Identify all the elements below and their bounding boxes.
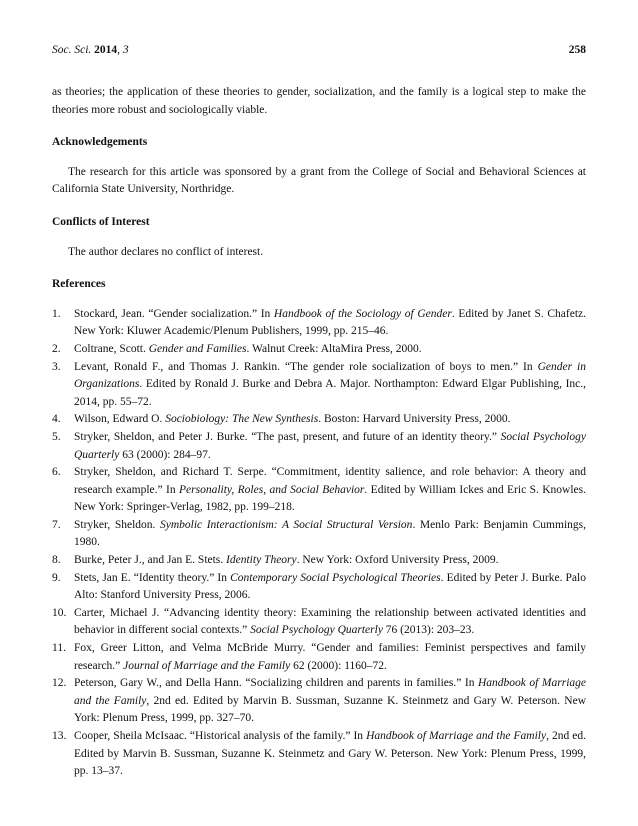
reference-text <box>74 552 586 570</box>
reference-text-lead: Peterson, Gary W., and Della Hann. “Socializing children and parents in families.” In <box>74 677 478 690</box>
reference-number: 7. <box>52 518 61 531</box>
reference-number: 1. <box>52 307 61 320</box>
reference-number: 9. <box>52 571 61 584</box>
journal-year: 2014 <box>94 44 118 56</box>
reference-text-tail: . Menlo Park: Benjamin Cummings, 1980. <box>74 518 586 549</box>
journal-citation: Soc. Sci. 2014, 3 <box>52 44 129 56</box>
reference-number: 3. <box>52 360 61 373</box>
reference-source-title: Handbook of the Sociology of Gender <box>273 307 452 320</box>
reference-source-title: Contemporary Social Psychological Theories <box>230 571 441 584</box>
reference-item <box>52 552 586 570</box>
reference-text-lead: Stryker, Sheldon. <box>74 518 160 531</box>
running-header <box>52 44 586 56</box>
reference-text-lead: Carter, Michael J. “Advancing identity theory: Examining the relationship between activated identities and behavior in different social contexts.” <box>74 606 586 637</box>
reference-text <box>74 411 586 429</box>
reference-source-title: Handbook of Marriage and the Family <box>366 730 547 742</box>
reference-item <box>52 341 586 359</box>
reference-text-tail: . Edited by Peter J. Burke. Palo Alto: Stanford University Press, 2006. <box>74 571 586 602</box>
reference-source-title: Handbook of Marriage and the Family <box>74 677 586 707</box>
reference-source-title: Gender in Organizations <box>74 360 587 391</box>
reference-item <box>52 570 586 605</box>
reference-item <box>52 640 586 675</box>
conflicts-text: The author declares no conflict of interest. <box>68 245 264 258</box>
reference-text-lead: Burke, Peter J., and Jan E. Stets. <box>74 554 227 567</box>
reference-number: 10. <box>52 606 67 619</box>
reference-text <box>74 341 586 359</box>
reference-text-tail: . Walnut Creek: AltaMira Press, 2000. <box>246 342 422 355</box>
reference-item <box>52 675 586 728</box>
reference-number: 13. <box>52 730 67 742</box>
reference-text-tail: . New York: Oxford University Press, 2009. <box>296 554 499 567</box>
page-number: 258 <box>568 44 586 56</box>
reference-text-tail: , 2nd ed. Edited by Marvin B. Sussman, Suzanne K. Steinmetz and Gary W. Peterson. New York: Plenum Press, 1999, pp. 13–37. <box>74 730 586 778</box>
reference-text-lead: Stryker, Sheldon, and Richard T. Serpe. “Commitment, identity salience, and role behavior: A theory and research example.” In <box>74 466 586 496</box>
reference-text <box>74 640 586 675</box>
reference-number: 11. <box>52 642 66 655</box>
reference-text-lead: Cooper, Sheila McIsaac. “Historical analysis of the family.” In <box>74 730 367 742</box>
reference-text <box>74 675 586 728</box>
reference-item <box>52 429 586 464</box>
reference-text-tail: . Edited by Ronald J. Burke and Debra A. Major. Northampton: Edward Elgar Publishing, Inc., 2014, pp. 55–72. <box>74 378 586 408</box>
intro-paragraph: as theories; the application of these theories to gender, socialization, and the family is a logical step to make the theories more robust and sociologically viable. <box>52 86 586 116</box>
reference-item <box>52 605 586 640</box>
reference-text <box>74 728 586 781</box>
reference-item <box>52 359 586 412</box>
reference-text-lead: Stets, Jan E. “Identity theory.” In <box>74 571 231 584</box>
references-heading: References <box>52 278 106 291</box>
reference-number: 6. <box>52 466 61 479</box>
reference-source-title: Social Psychology Quarterly <box>250 624 383 637</box>
reference-number: 8. <box>52 554 61 567</box>
journal-volume: 3 <box>122 44 129 56</box>
reference-text <box>74 359 586 412</box>
reference-text-tail: , 2nd ed. Edited by Marvin B. Sussman, Suzanne K. Steinmetz and Gary W. Peterson. New York: Plenum Press, 1999, pp. 327–70. <box>74 694 586 725</box>
reference-text-tail: . Boston: Harvard University Press, 2000. <box>318 413 511 426</box>
reference-source-title: Sociobiology: The New Synthesis <box>165 413 319 426</box>
reference-source-title: Identity Theory <box>226 554 297 567</box>
reference-text-lead: Wilson, Edward O. <box>74 413 166 426</box>
reference-item <box>52 728 586 781</box>
reference-text <box>74 464 586 517</box>
reference-source-title: Personality, Roles, and Social Behavior <box>179 483 365 496</box>
journal-name: Soc. Sci. <box>52 44 92 56</box>
article-body <box>52 84 586 781</box>
acknowledgements-heading: Acknowledgements <box>52 136 148 149</box>
reference-text <box>74 605 586 640</box>
reference-text-tail: 63 (2000): 284–97. <box>119 448 211 461</box>
reference-source-title: Gender and Families <box>148 342 247 355</box>
reference-item <box>52 411 586 429</box>
reference-text <box>74 517 586 552</box>
reference-item <box>52 464 586 517</box>
acknowledgements-text: The research for this article was sponsored by a grant from the College of Social and Behavioral Sciences at California State University, Northridge. <box>52 165 586 196</box>
reference-text-tail: 62 (2000): 1160–72. <box>290 659 387 672</box>
reference-number: 2. <box>52 342 61 355</box>
reference-text-lead: Coltrane, Scott. <box>74 342 149 355</box>
reference-text-lead: Fox, Greer Litton, and Velma McBride Murry. “Gender and families: Feminist perspectives and family research.” <box>74 642 586 672</box>
reference-text-tail: . Edited by William Ickes and Eric S. Knowles. New York: Springer-Verlag, 1982, pp. 199–218. <box>74 483 586 514</box>
reference-text <box>74 306 586 341</box>
reference-number: 5. <box>52 430 61 443</box>
reference-number: 4. <box>52 413 61 426</box>
reference-item <box>52 517 586 552</box>
reference-source-title: Social Psychology Quarterly <box>74 430 586 461</box>
references-list <box>52 306 586 781</box>
reference-text <box>74 570 586 605</box>
reference-source-title: Symbolic Interactionism: A Social Structural Version <box>160 518 413 531</box>
conflicts-heading: Conflicts of Interest <box>52 215 150 228</box>
reference-number: 12. <box>52 677 67 690</box>
reference-text <box>74 429 586 464</box>
reference-item <box>52 306 586 341</box>
reference-source-title: Journal of Marriage and the Family <box>123 659 291 672</box>
reference-text-lead: Stockard, Jean. “Gender socialization.” In <box>74 307 274 320</box>
reference-text-lead: Levant, Ronald F., and Thomas J. Rankin. “The gender role socialization of boys to men.” In <box>74 360 538 373</box>
reference-text-lead: Stryker, Sheldon, and Peter J. Burke. “The past, present, and future of an identity theory.” <box>74 430 501 443</box>
reference-text-tail: . Edited by Janet S. Chafetz. New York: Kluwer Academic/Plenum Publishers, 1999, pp. 215–46. <box>74 307 586 338</box>
reference-text-tail: 76 (2013): 203–23. <box>382 624 475 637</box>
